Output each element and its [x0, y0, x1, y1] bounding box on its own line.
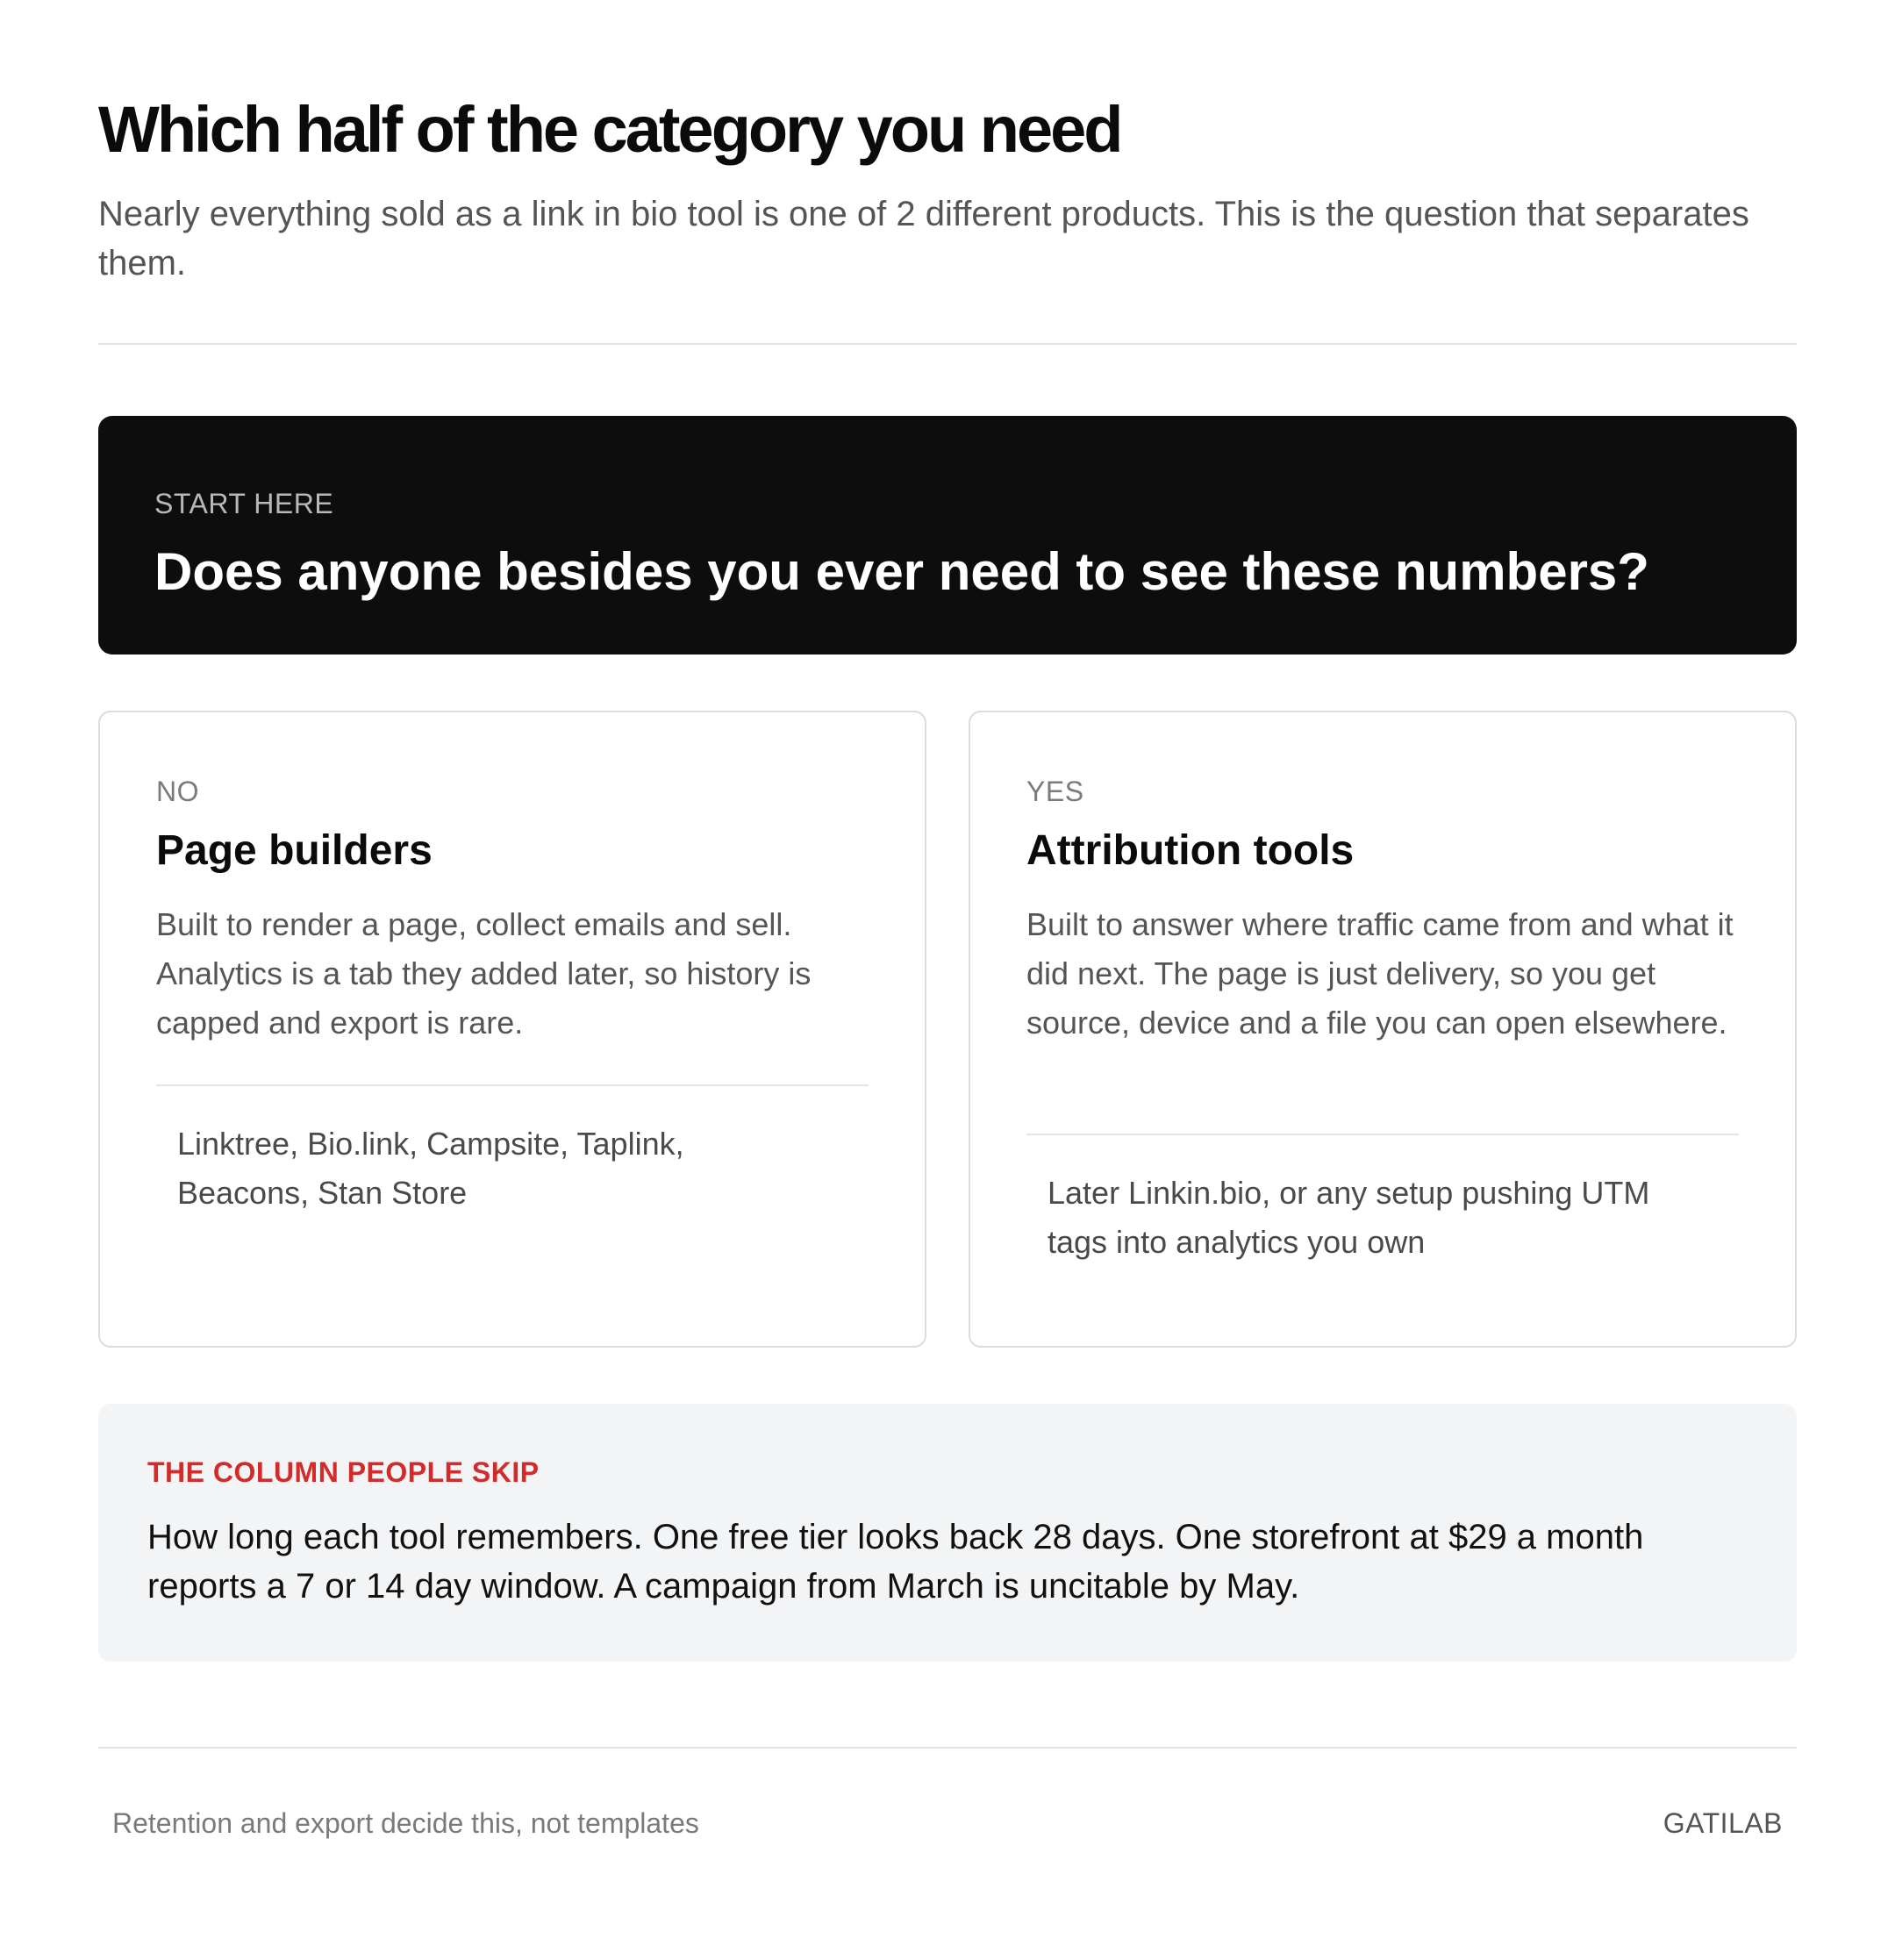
card-answer-yes: YES: [1026, 776, 1084, 807]
card-divider: [156, 1084, 869, 1086]
card-description: Built to render a page, collect emails and sell. Analytics is a tab they added later, so history is capped and export is rare.: [156, 906, 812, 1041]
column-people-skip-callout: [98, 1404, 1797, 1662]
card-divider: [1026, 1134, 1739, 1135]
brand-logo: GATILAB: [1663, 1807, 1783, 1839]
card-examples: Later Linkin.bio, or any setup pushing UTM tags into analytics you own: [1048, 1175, 1650, 1260]
top-divider: [98, 343, 1797, 345]
callout-label: THE COLUMN PEOPLE SKIP: [147, 1456, 540, 1488]
card-examples: Linktree, Bio.link, Campsite, Taplink, Beacons, Stan Store: [177, 1126, 684, 1211]
footer-caption: Retention and export decide this, not templates: [112, 1807, 699, 1839]
page-subtitle: Nearly everything sold as a link in bio tool is one of 2 different products. This is the question that separates them.: [98, 195, 1749, 283]
key-question: Does anyone besides you ever need to see these numbers?: [154, 542, 1649, 601]
card-yes-attribution-tools: [969, 711, 1797, 1348]
start-here-panel: [98, 416, 1797, 655]
card-description: Built to answer where traffic came from and what it did next. The page is just delivery, so you get source, device and a file you can open elsewhere.: [1026, 906, 1734, 1041]
bottom-divider: [98, 1747, 1797, 1749]
page-title: Which half of the category you need: [98, 93, 1121, 166]
card-answer-no: NO: [156, 776, 199, 807]
callout-body: How long each tool remembers. One free tier looks back 28 days. One storefront at $29 a month reports a 7 or 14 day window. A campaign from March is uncitable by May.: [147, 1518, 1644, 1606]
card-title: Attribution tools: [1026, 827, 1355, 874]
card-no-page-builders: [98, 711, 926, 1348]
start-here-label: START HERE: [154, 488, 334, 519]
card-title: Page builders: [156, 827, 433, 874]
